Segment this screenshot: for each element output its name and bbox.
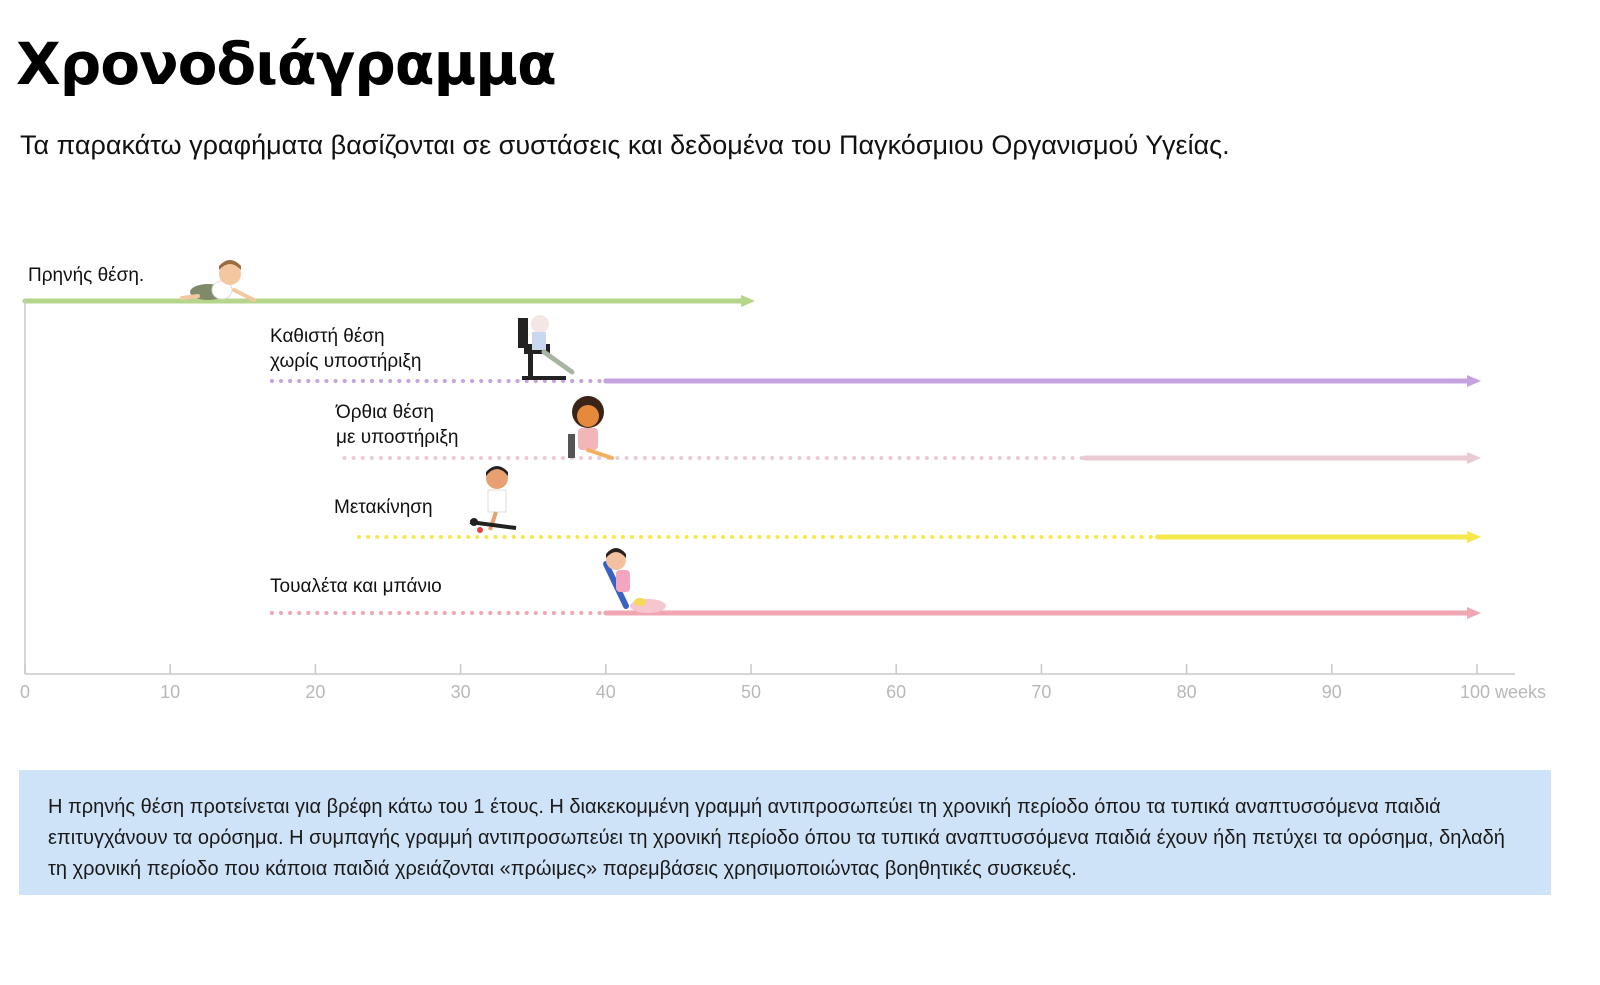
row-label: χωρίς υποστήριξη <box>270 351 422 372</box>
x-tick-label: 50 <box>740 682 762 702</box>
child-seated-in-chair-icon <box>518 315 572 378</box>
x-tick-label: 20 <box>305 682 326 702</box>
arrow-head <box>1467 607 1481 619</box>
row-label: με υποστήριξη <box>336 427 459 448</box>
x-tick-label: 100 weeks <box>1460 682 1547 702</box>
timeline-chart <box>0 230 1600 720</box>
x-tick-label: 70 <box>1031 682 1052 702</box>
child-walking-with-walker-icon <box>470 466 516 533</box>
info-note-text: Η πρηνής θέση προτείνεται για βρέφη κάτω του 1 έτους. Η διακεκομμένη γραμμή αντιπροσωπεύει τη χρονική περίοδο όπου τα τυπικά αναπτυσσόμενα παιδιά επιτυγχάνουν τα ορόσημα. Η συμπαγής γραμμή αντιπροσωπεύει τη χρονική περίοδο όπου τα τυπικά αναπτυσσόμενα παιδιά έχουν ήδη πετύχει τα ορόσημα, δηλαδή τη χρονική περίοδο που κάποια παιδιά χρειάζονται «πρώιμες» παρεμβάσεις χρησιμοποιώντας βοηθητικές συσκευές. <box>48 796 1505 880</box>
row-label: Τουαλέτα και μπάνιο <box>270 576 442 597</box>
x-tick-label: 40 <box>595 682 616 702</box>
x-axis-ticks <box>20 664 1546 702</box>
info-note <box>19 770 1551 895</box>
row-label: Καθιστή θέση <box>270 326 385 347</box>
x-tick-label: 0 <box>20 682 31 702</box>
page-subtitle: Τα παρακάτω γραφήματα βασίζονται σε συστάσεις και δεδομένα του Παγκόσμιου Οργανισμού Υγείας. <box>20 130 1230 160</box>
arrow-head <box>741 295 755 307</box>
arrow-head <box>1467 531 1481 543</box>
x-tick-label: 30 <box>450 682 471 702</box>
page-title: Χρονοδιάγραμμα <box>16 30 556 98</box>
x-tick-label: 80 <box>1176 682 1197 702</box>
timeline-rows <box>25 260 1481 619</box>
arrow-head <box>1467 452 1481 464</box>
timeline-row <box>270 315 1481 387</box>
x-tick-label: 60 <box>886 682 907 702</box>
child-standing-with-support-icon <box>568 396 612 458</box>
row-label: Όρθια θέση <box>336 402 434 423</box>
arrow-head <box>1467 375 1481 387</box>
timeline-row <box>335 396 1481 464</box>
x-tick-label: 10 <box>160 682 181 702</box>
row-label: Πρηνής θέση. <box>28 265 145 286</box>
child-bathing-seat-icon <box>606 548 666 613</box>
baby-crawling-icon <box>182 260 254 300</box>
timeline-row <box>25 260 755 307</box>
x-tick-label: 90 <box>1321 682 1342 702</box>
row-label: Μετακίνηση <box>334 497 433 518</box>
timeline-row <box>334 466 1481 543</box>
timeline-row <box>270 548 1481 619</box>
